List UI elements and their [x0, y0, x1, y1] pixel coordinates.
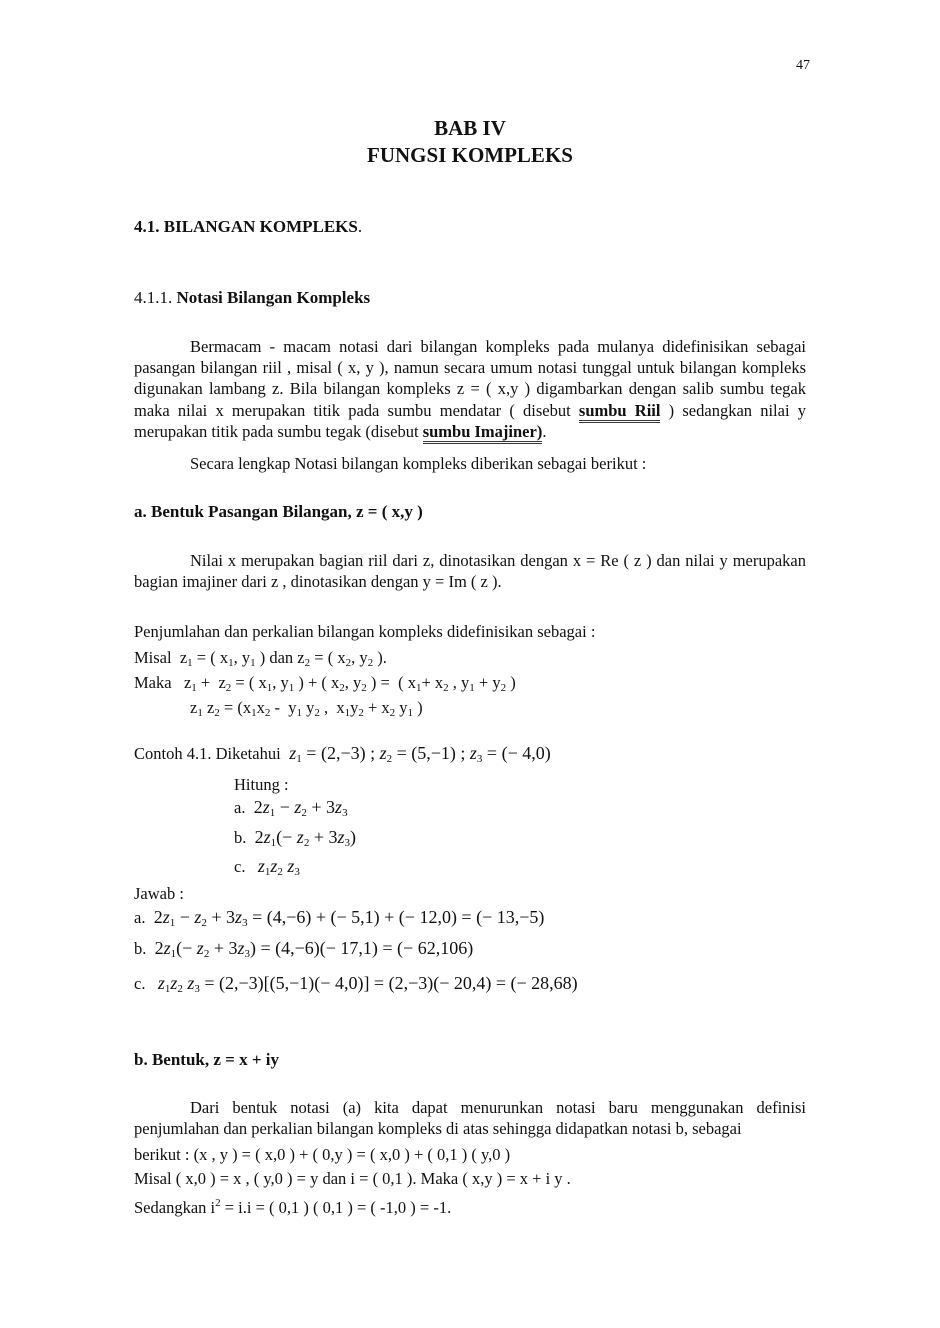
paragraph-secara-lengkap: Secara lengkap Notasi bilangan kompleks diberikan sebagai berikut : [190, 454, 647, 473]
answer-c: c. $z_1z_2$ $z_3 = (2,-3)[(5,-1)(- 4,0)] = (2,-3)(- 20,4)$ = (− 28,68) [134, 973, 578, 995]
definition-product: $z_1$ $z_2 = (x_1x_2 - y_1$ $y_2$ , $x_1y_2 + x_2$ $y_1$ ) [190, 698, 423, 719]
definition-intro: Penjumlahan dan perkalian bilangan kompleks didefinisikan sebagai : [134, 622, 596, 641]
chapter-title: FUNGSI KOMPLEKS [367, 143, 573, 167]
paragraph-intro: Bermacam - macam notasi dari bilangan kompleks pada mulanya didefinisikan sebagai pasangan bilangan riil , misal ( x, y ), namun secara umum notasi tunggal untuk bilangan kompleks digunakan lambang z. Bila bilangan kompleks z = ( x,y ) digambarkan dengan salib sumbu tegak maka nilai x merupakan titik pada sumbu mendatar ( disebut sumbu Riil ) sedangkan nilai y merupakan titik pada sumbu tegak (disebut sumbu Imajiner). [134, 336, 806, 442]
term-sumbu-imajiner: sumbu Imajiner) [423, 422, 543, 444]
example-item-a: a. $2z_1 - z_2 + 3z_3$ [234, 797, 348, 819]
example-hitung: Hitung : [234, 775, 289, 794]
example-given: Contoh 4.1. Diketahui $z_1 = (2,-3)$ ; $z_2 = (5,-1)$ ; $z_3$ = (− 4,0) [134, 743, 551, 765]
subheading-bentuk-pasangan: a. Bentuk Pasangan Bilangan, z = ( x,y ) [134, 502, 423, 521]
example-item-c: c. $z_1z_2$ $z_3$ [234, 856, 300, 878]
definition-misal: Misal $z_1$ = ( $x_1$, $y_1$ ) dan $z_2$ = ( $x_2$, $y_2$ ). [134, 648, 387, 669]
chapter-number: BAB IV [434, 116, 506, 140]
term-sumbu-riil: sumbu Riil [579, 401, 661, 423]
line-misal-xy: Misal ( x,0 ) = x , ( y,0 ) = y dan i = ( 0,1 ). Maka ( x,y ) = x + i y . [134, 1169, 571, 1188]
paragraph-notasi-b: Dari bentuk notasi (a) kita dapat menurunkan notasi baru menggunakan definisi penjumlahan dan perkalian bilangan kompleks di atas sehingga didapatkan notasi b, sebagai [134, 1098, 806, 1139]
definition-sum: Maka $z_1 + z_2$ = ( $x_1$, $y_1$ ) + ( $x_2$, $y_2$ ) = ( $x_1+ x_2$ , $y_1 + y_2$ ) [134, 673, 516, 694]
line-berikut: berikut : (x , y ) = ( x,0 ) + ( 0,y ) = ( x,0 ) + ( 0,1 ) ( y,0 ) [134, 1145, 511, 1164]
answer-b: b. $2z_1(- z_2 + 3z_3) = (4,-6)(- 17,1)$ = (− 62,106) [134, 938, 474, 960]
example-item-b: b. $2z_1(- z_2 + 3z_3)$ [234, 827, 356, 849]
answer-a: a. $2z_1 - z_2 + 3z_3 = (4,-6)$ + (− 5,1) + (− 12,0) = (− 13,−5) [134, 907, 545, 929]
answer-label: Jawab : [134, 884, 184, 903]
section-heading-4-1-1: 4.1.1. Notasi Bilangan Kompleks [134, 288, 371, 307]
paragraph-re-im: Nilai x merupakan bagian riil dari z, dinotasikan dengan x = Re ( z ) dan nilai y merupakan bagian imajiner dari z , dinotasikan dengan y = Im ( z ). [134, 551, 806, 592]
line-i-squared: Sedangkan $i^2 = i.i$ = ( 0,1 ) ( 0,1 ) = ( -1,0 ) = -1. [134, 1197, 452, 1217]
section-heading-4-1: 4.1. BILANGAN KOMPLEKS. [134, 217, 363, 236]
page-number: 47 [796, 58, 810, 73]
subheading-bentuk-xiy: b. Bentuk, z = x + iy [134, 1050, 280, 1069]
